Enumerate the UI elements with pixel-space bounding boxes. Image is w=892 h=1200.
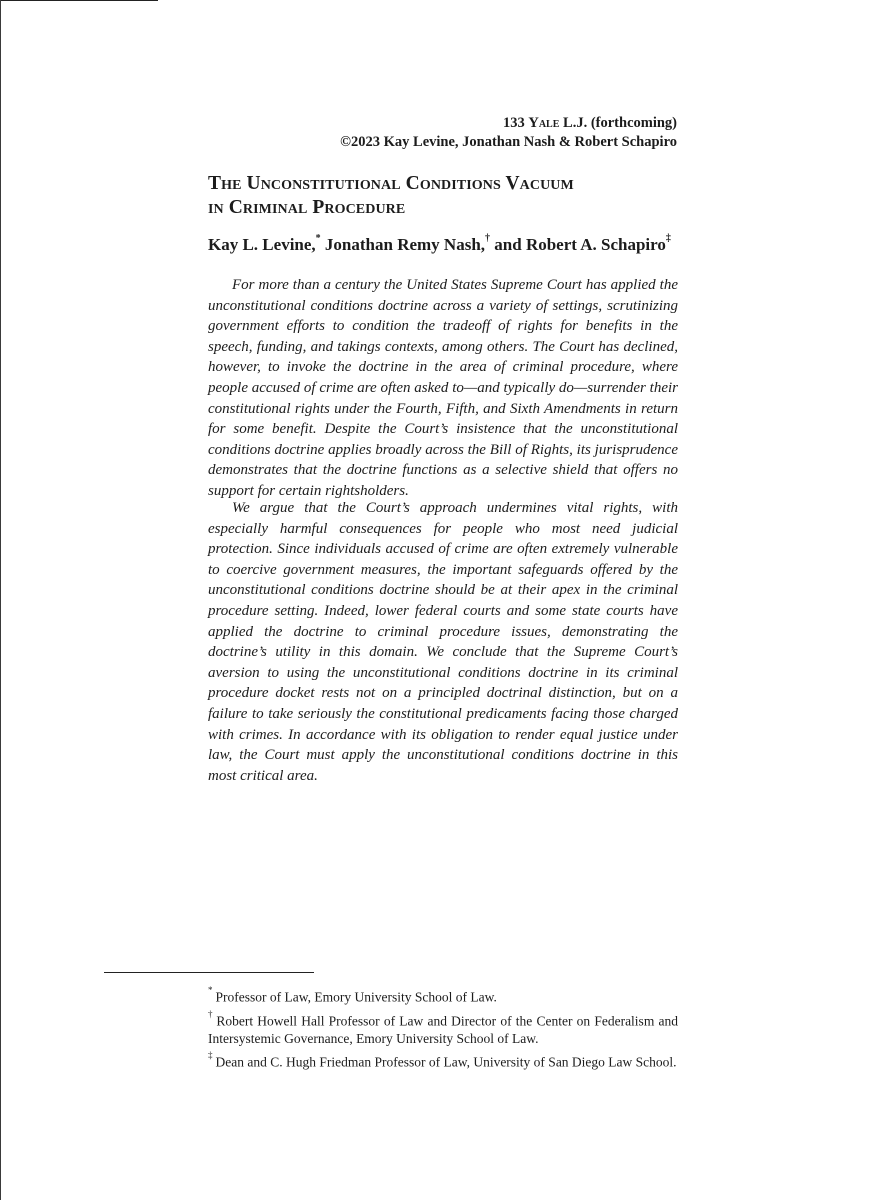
citation-header (340, 114, 677, 152)
footnote-marker: * (208, 985, 213, 995)
abstract-paragraph-1: For more than a century the United States Supreme Court has applied the unconstitutional conditions doctrine across a variety of settings, scrutinizing government efforts to condition the tradeoff of rights for benefits in the speech, funding, and takings contexts, among others. The Court has declined, however, to invoke the doctrine in the area of criminal procedure, where people accused of crime are often asked to—and typically do—surrender their constitutional rights under the Fourth, Fifth, and Sixth Amendments in return for some benefit. Despite the Court’s insistence that the unconstitutional conditions doctrine applies broadly across the Bill of Rights, its jurisprudence demonstrates that the doctrine functions as a selective shield that offers no support for certain rightsholders. (208, 277, 678, 499)
footnote-marker: † (208, 1008, 214, 1019)
copyright-line: ©2023 Kay Levine, Jonathan Nash & Robert Schapiro (340, 134, 677, 150)
footnote-divider (104, 972, 314, 973)
title-line-1: The Unconstitutional Conditions Vacuum (208, 173, 574, 194)
scan-left-edge (0, 0, 1, 1200)
footnote (208, 984, 678, 1007)
journal-suffix: L.J. (forthcoming) (563, 115, 677, 131)
author-name: Jonathan Remy Nash, (324, 235, 486, 254)
author-list (208, 235, 671, 255)
footnote (208, 1049, 678, 1072)
footnote-marker: ‡ (665, 233, 671, 244)
footnote-marker: ‡ (208, 1050, 213, 1060)
author-name: Kay L. Levine, (208, 235, 316, 254)
volume-number: 133 (502, 115, 525, 131)
footnote (208, 1008, 678, 1049)
footnotes (208, 984, 678, 1073)
journal-name: Yale (528, 115, 560, 131)
abstract-paragraph-2: We argue that the Court’s approach undermines vital rights, with especially harmful consequences for people who most need judicial protection. Since individuals accused of crime are often extremely vulnerable to coercive government measures, the important safeguards offered by the unconstitutional conditions doctrine should be at their apex in the criminal procedure setting. Indeed, lower federal courts and some state courts have applied the doctrine to criminal procedure issues, demonstrating the doctrine’s utility in this domain. We conclude that the Supreme Court’s aversion to using the unconstitutional conditions doctrine in its criminal procedure docket rests not on a principled doctrinal distinction, but on a failure to take seriously the constitutional predicaments facing those charged with crimes. In accordance with its obligation to render equal justice under law, the Court must apply the unconstitutional conditions doctrine in this most critical area. (208, 500, 678, 784)
footnote-marker: † (485, 233, 491, 244)
author-name: and Robert A. Schapiro (494, 235, 666, 254)
footnote-text: Professor of Law, Emory University School of Law. (215, 989, 497, 1005)
title-line-2: in Criminal Procedure (208, 197, 406, 218)
article-title (208, 172, 688, 220)
footnote-text: Robert Howell Hall Professor of Law and Director of the Center on Federalism and Intersystemic Governance, Emory University School of Law. (208, 1013, 679, 1046)
footnote-marker: * (315, 233, 321, 244)
footnote-text: Dean and C. Hugh Friedman Professor of Law, University of San Diego Law School. (215, 1054, 677, 1070)
citation-line (340, 114, 677, 133)
scan-edge-line (0, 0, 158, 1)
